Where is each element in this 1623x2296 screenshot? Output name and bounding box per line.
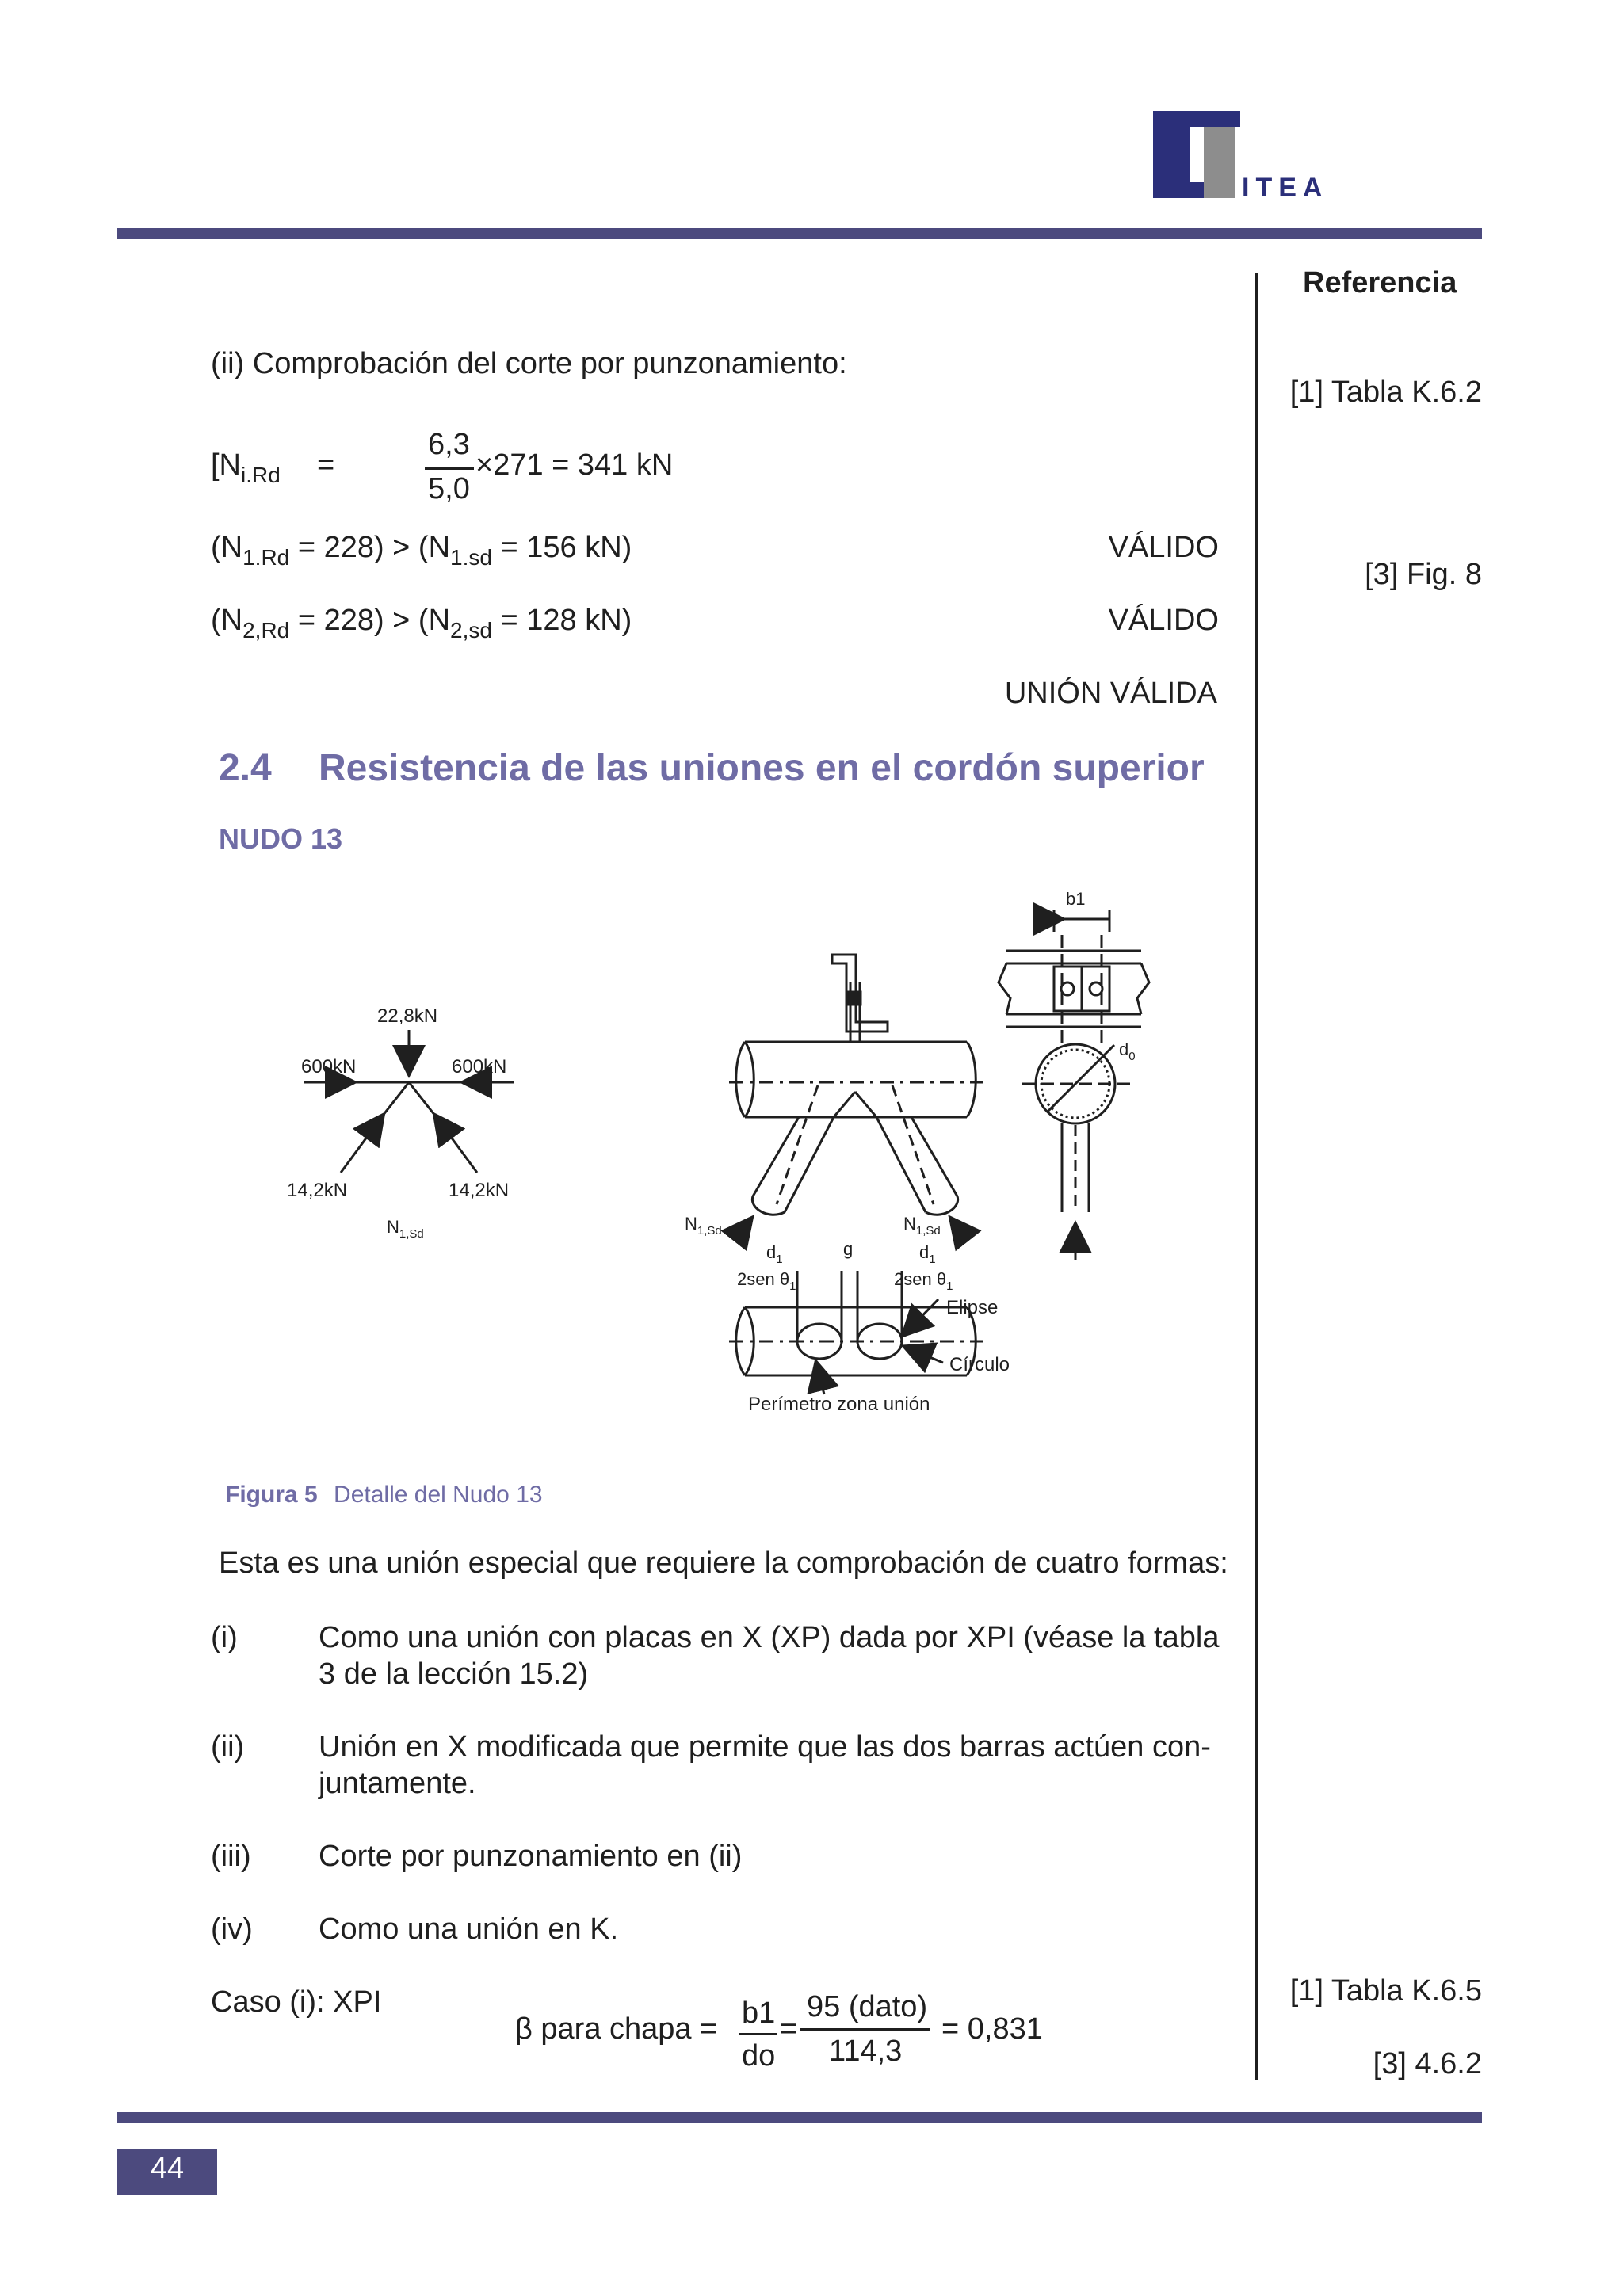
reference-2: [3] Fig. 8 [1365,558,1482,591]
check-2-result: VÁLIDO [1108,604,1219,637]
list-item-1-line1: Como una unión con placas en X (XP) dada por XPI (véase la tabla [319,1621,1220,1654]
footer-rule [117,2112,1482,2123]
list-item-4-line1: Como una unión en K. [319,1913,619,1946]
elipse-label: Elipse [946,1297,999,1318]
reference-4: [3] 4.6.2 [1373,2047,1482,2081]
beta-result: = 0,831 [941,2012,1043,2046]
n-label-mid-right: $N_{1,Sd}$ [903,1214,941,1238]
check-1: $(N_{1.Rd} = 228) > (N_{1.sd} = 156$ kN) [211,531,632,570]
reference-3: [1] Tabla K.6.5 [1289,1974,1482,2008]
check-1-result: VÁLIDO [1108,531,1219,564]
list-item-2-line1: Unión en X modificada que permite que las dos barras actúen con- [319,1730,1211,1764]
logo-text: ITEA [1242,173,1329,203]
beta-den: 114,3 [829,2035,903,2068]
d1-left: $d_1$ [766,1242,783,1266]
d1-right: $d_1$ [919,1242,936,1266]
list-item-1-num: (i) [211,1621,238,1654]
force-bl-label: 14,2kN [287,1180,348,1201]
equation-rest: ×271 = 341 kN [475,448,674,482]
circulo-label: Círculo [949,1354,1010,1375]
beta-b1: b1 [742,1997,776,2030]
n-label-mid-left: $N_{1,Sd}$ [685,1214,722,1238]
two-sen-left: 2sen $\theta_1$ [737,1269,796,1293]
beta-fraction-line-1 [739,2033,777,2035]
check-2: $(N_{2,Rd} = 228) > (N_{2,sd} = 128$ kN) [211,604,632,643]
g-label: g [843,1239,854,1259]
force-right-label: 600kN [452,1056,507,1077]
two-sen-right: 2sen $\theta_1$ [894,1269,953,1293]
beta-num: 95 (dato) [807,1990,928,2023]
list-item-2-num: (ii) [211,1730,245,1764]
force-br-label: 14,2kN [449,1180,510,1201]
list-item-4-num: (iv) [211,1913,253,1946]
section-subtitle: NUDO 13 [219,822,343,855]
conclusion: UNIÓN VÁLIDA [1004,677,1217,710]
force-left-label: 600kN [301,1056,357,1077]
list-item-2-line2: juntamente. [319,1767,476,1800]
equation-lhs: [$N_{i.Rd}$ [211,448,281,487]
equation-fraction-line [425,467,474,470]
joint-elevation [729,955,983,1241]
section-title: Resistencia de las uniones en el cordón superior [319,747,1205,789]
equation-eq: = [317,448,335,482]
d0-label: $d_0$ [1119,1039,1136,1063]
beta-label: β para chapa = [515,2012,718,2046]
perimetro-label: Perímetro zona unión [748,1394,930,1415]
list-item-1-line2: 3 de la lección 15.2) [319,1657,589,1691]
equation-den: 5,0 [428,472,470,505]
force-top-label: 22,8kN [377,1005,438,1027]
section-ii-heading: (ii) Comprobación del corte por punzonamiento: [211,347,847,380]
page-number: 44 [150,2152,185,2185]
reference-1: [1] Tabla K.6.2 [1289,376,1482,409]
section-number: 2.4 [219,747,272,789]
header-rule [117,228,1482,239]
list-item-3-num: (iii) [211,1840,251,1873]
b1-label: b1 [1066,889,1086,909]
n-label-left: $N_{1,Sd}$ [387,1217,424,1241]
node-13-figure [269,887,1136,1442]
caso-label: Caso (i): XPI [211,1985,382,2019]
body-intro: Esta es una unión especial que requiere la comprobación de cuatro formas: [219,1547,1228,1580]
list-item-3-line1: Corte por punzonamiento en (ii) [319,1840,743,1873]
beta-fraction-line-2 [800,2028,930,2031]
equation-num: 6,3 [428,428,470,461]
joint-plan [729,1271,983,1394]
beta-eq: = [780,2012,798,2046]
cross-section [999,910,1149,1260]
beta-d0: do [742,2039,776,2073]
force-diagram [304,1030,514,1173]
itea-logo [1153,111,1335,202]
figure-caption: Figura 5 Detalle del Nudo 13 [225,1482,543,1508]
sidebar-divider [1255,273,1258,2080]
reference-title: Referencia [1303,266,1457,299]
